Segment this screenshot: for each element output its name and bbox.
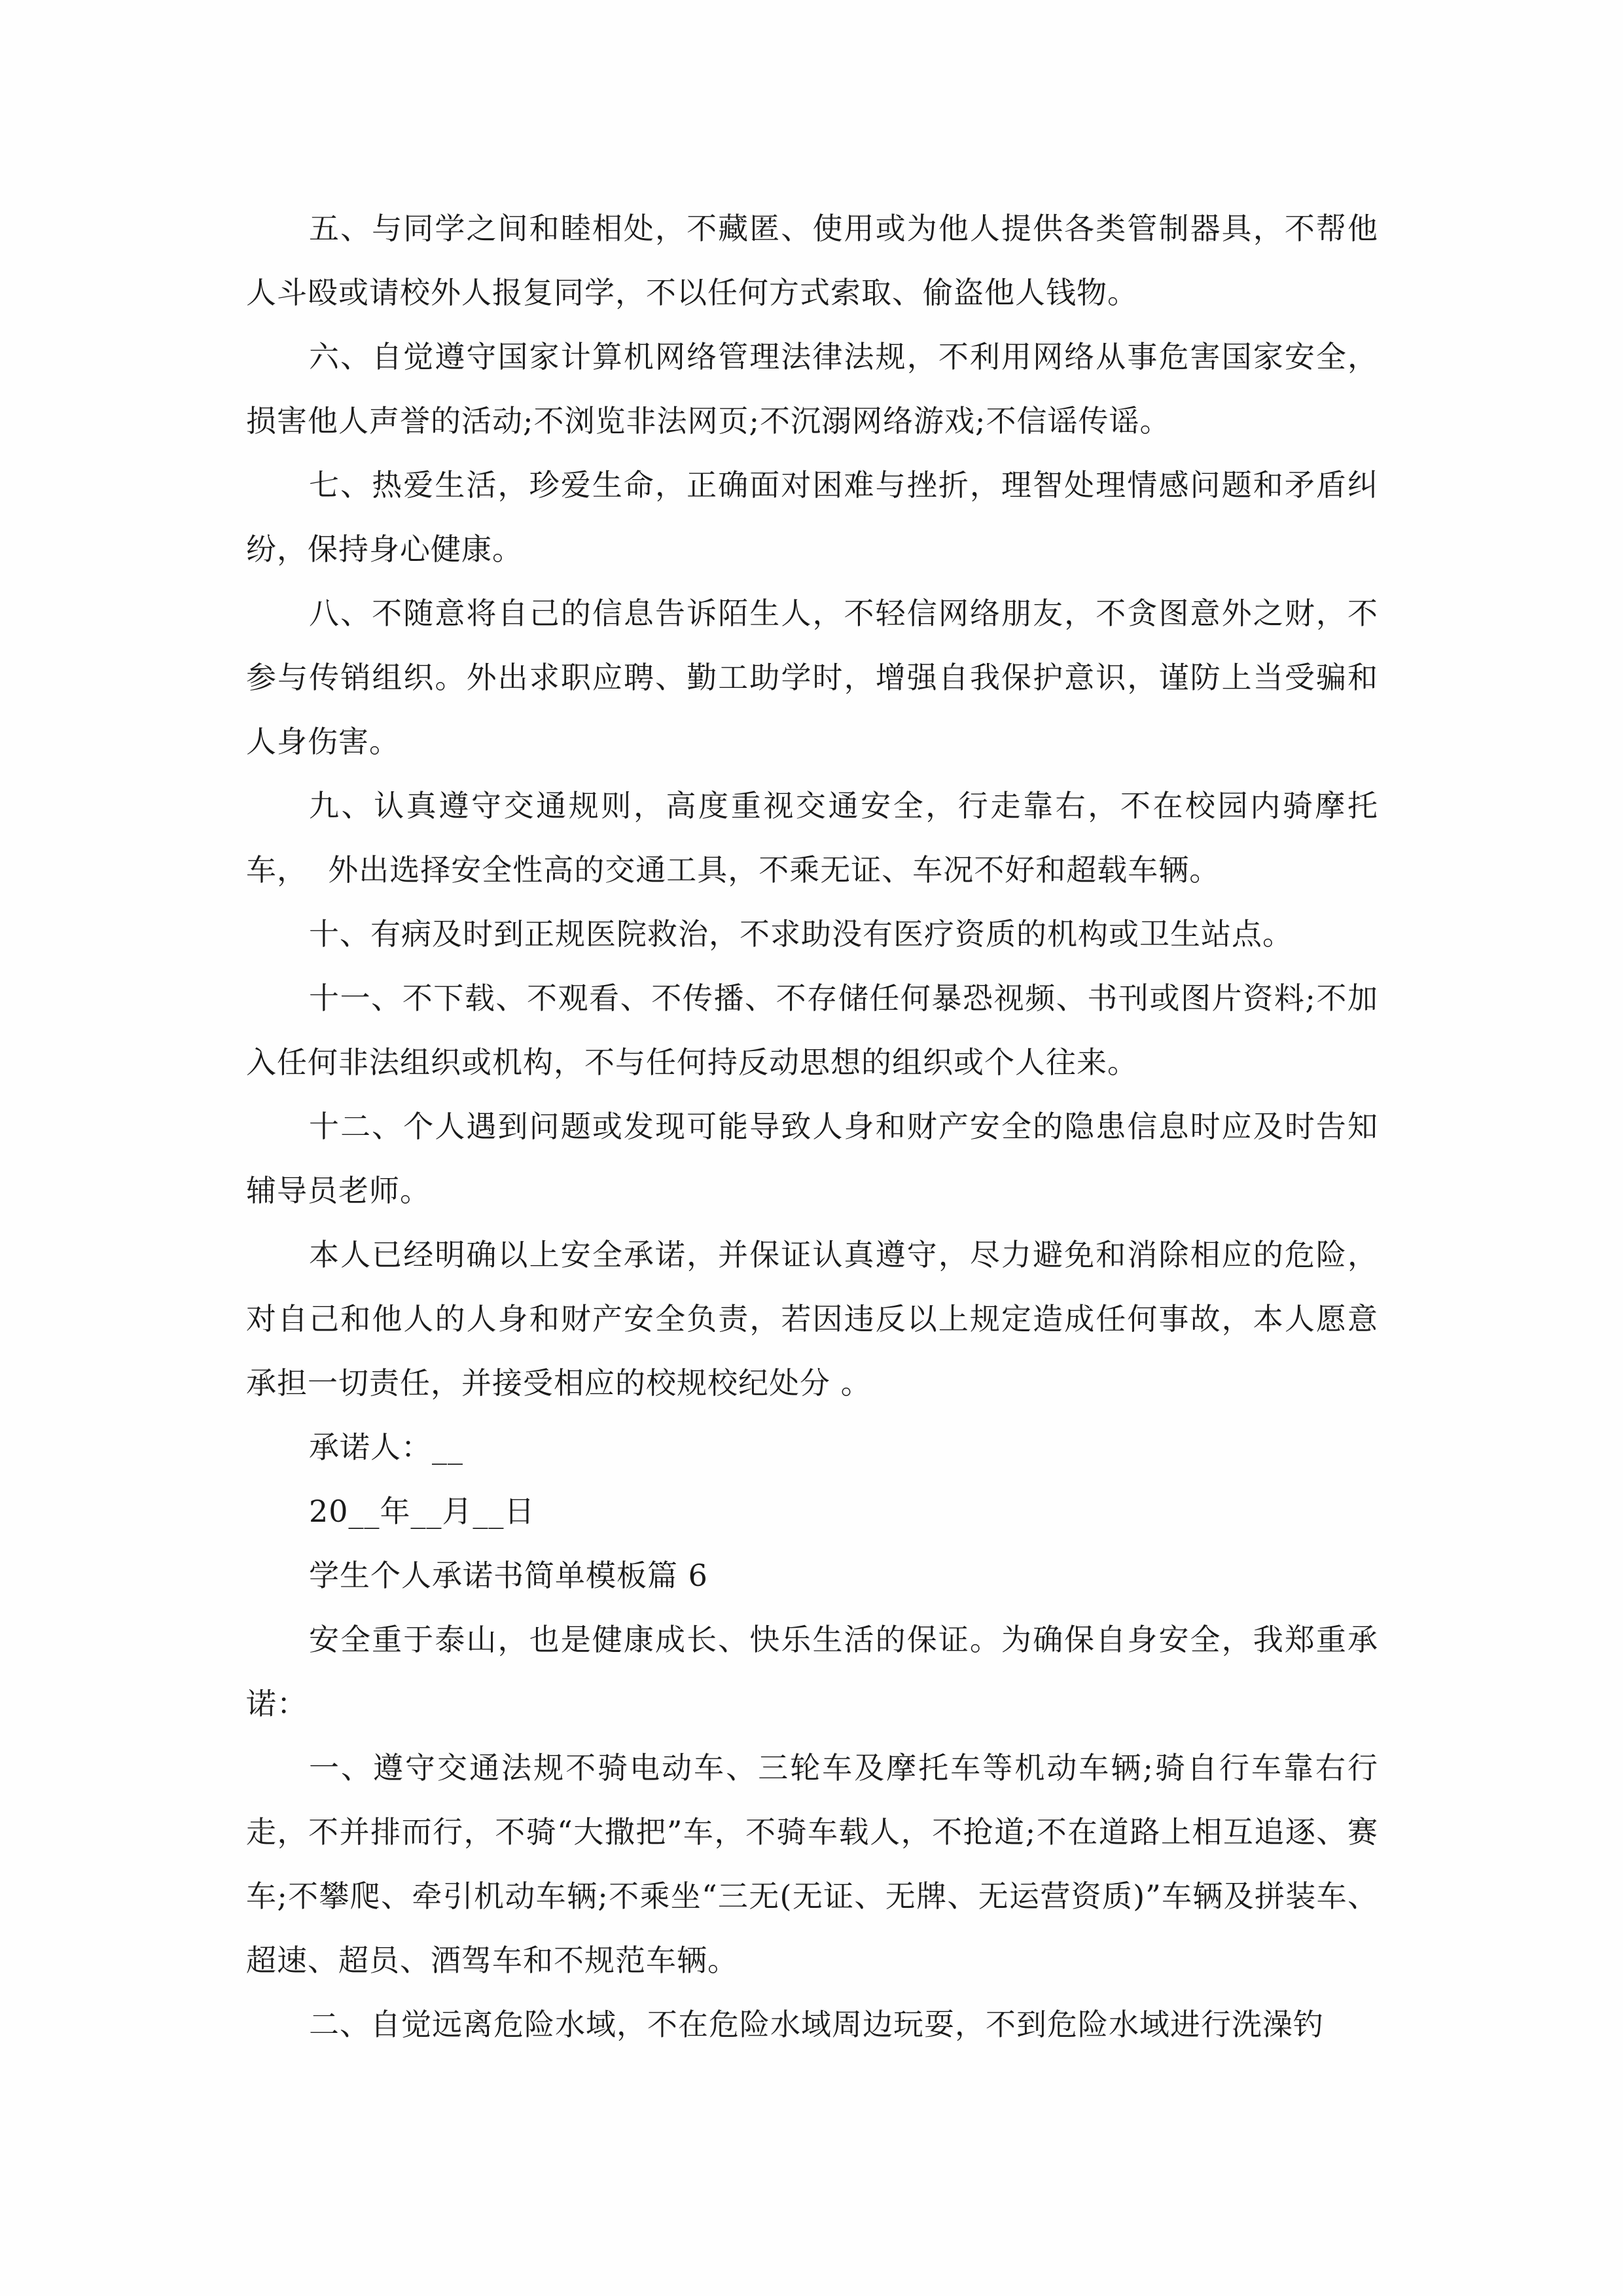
clause-11: 十一、不下载、不观看、不传播、不存储任何暴恐视频、书刊或图片资料;不加入任何非法组织或机构，不与任何持反动思想的组织或个人往来。 (246, 980, 1378, 1080)
intro-paragraph: 安全重于泰山，也是健康成长、快乐生活的保证。为确保自身安全，我郑重承诺： (246, 1622, 1378, 1721)
clause-2: 二、自觉远离危险水域，不在危险水域周边玩耍，不到危险水域进行洗澡钓 (309, 2007, 1324, 2042)
date-line: 20__年__月__日 (309, 1494, 535, 1529)
section-heading: 学生个人承诺书简单模板篇 6 (309, 1558, 708, 1593)
clause-9: 九、认真遵守交通规则，高度重视交通安全，行走靠右，不在校园内骑摩托车， 外出选择安全性高的交通工具，不乘无证、车况不好和超载车辆。 (246, 788, 1378, 888)
clause-7: 七、热爱生活，珍爱生命，正确面对困难与挫折，理智处理情感问题和矛盾纠纷，保持身心健康。 (246, 467, 1378, 567)
commitment-statement: 本人已经明确以上安全承诺，并保证认真遵守，尽力避免和消除相应的危险，对自己和他人的人身和财产安全负责，若因违反以上规定造成任何事故，本人愿意承担一切责任，并接受相应的校规校纪处分 。 (246, 1237, 1378, 1401)
signatory-line: 承诺人：__ (309, 1429, 463, 1465)
clause-12: 十二、个人遇到问题或发现可能导致人身和财产安全的隐患信息时应及时告知辅导员老师。 (246, 1109, 1378, 1208)
clause-8: 八、不随意将自己的信息告诉陌生人，不轻信网络朋友，不贪图意外之财，不参与传销组织。外出求职应聘、勤工助学时，增强自我保护意识，谨防上当受骗和人身伤害。 (246, 596, 1378, 759)
clause-10: 十、有病及时到正规医院救治，不求助没有医疗资质的机构或卫生站点。 (309, 916, 1293, 952)
clause-1: 一、遵守交通法规不骑电动车、三轮车及摩托车等机动车辆;骑自行车靠右行走，不并排而行，不骑“大撒把”车，不骑车载人，不抢道;不在道路上相互追逐、赛车;不攀爬、牵引机动车辆;不乘坐“三无(无证、无牌、无运营资质)”车辆及拼装车、超速、超员、酒驾车和不规范车辆。 (246, 1750, 1378, 1978)
clause-5: 五、与同学之间和睦相处，不藏匿、使用或为他人提供各类管制器具，不帮他人斗殴或请校外人报复同学，不以任何方式索取、偷盗他人钱物。 (246, 211, 1378, 310)
clause-6: 六、自觉遵守国家计算机网络管理法律法规，不利用网络从事危害国家安全，损害他人声誉的活动;不浏览非法网页;不沉溺网络游戏;不信谣传谣。 (246, 339, 1378, 439)
document-body (246, 196, 1378, 2056)
